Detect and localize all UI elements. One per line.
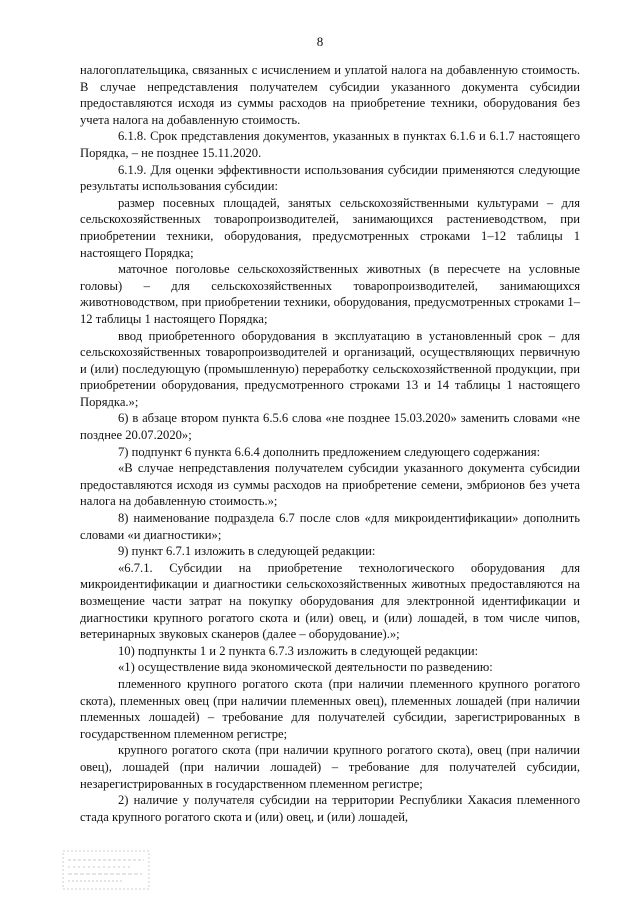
paragraph: 7) подпункт 6 пункта 6.6.4 дополнить предложением следующего содержания: (118, 444, 541, 459)
paragraph: ввод приобретенного оборудования в эксплуатацию в установленный срок – для сельскохозяйственных товаропроизводителей и организаций, осуществляющих первичную и (или) последующую (промышленную) переработку сельскохозяйственной продукции, при приобретении оборудования, предусмотренного строками 13 и 14 таблицы 1 настоящего Порядка.»; (80, 328, 580, 409)
paragraph: племенного крупного рогатого скота (при наличии племенного крупного рогатого скота), племенных овец (при наличии племенных овец), племенных лошадей (при наличии племенных лошадей) – требование для получателей субсидии, зарегистрированных в государственном племенном регистре; (80, 676, 580, 741)
stamp-icon (62, 850, 150, 890)
paragraph: маточное поголовье сельскохозяйственных животных (в пересчете на условные головы) – для сельскохозяйственных товаропроизводителей, занимающихся животноводством, при приобретении техники, оборудования, предусмотренных строками 1–12 таблицы 1 настоящего Порядка; (80, 262, 580, 326)
paragraph: 10) подпункты 1 и 2 пункта 6.7.3 изложить в следующей редакции: (118, 643, 479, 658)
paragraph: 6.1.9. Для оценки эффективности использования субсидии применяются следующие результаты использования субсидии: (80, 162, 580, 194)
paragraph: «В случае непредставления получателем субсидии указанного документа субсидии предоставляются исходя из суммы расходов на приобретение семени, эмбрионов без учета налога на добавленную стоимость.»; (80, 461, 580, 509)
page-number: 8 (316, 34, 324, 49)
paragraph: 9) пункт 6.7.1 изложить в следующей редакции: (118, 544, 376, 559)
paragraph: 8) наименование подраздела 6.7 после слов «для микроидентификации» дополнить словами «и диагностики»; (80, 511, 580, 542)
document-body (80, 62, 580, 825)
paragraph: крупного рогатого скота (при наличии крупного рогатого скота), овец (при наличии овец), лошадей (при наличии лошадей) – требование для получателей субсидии, незарегистрированных в государственном племенном регистре; (80, 743, 580, 791)
paragraph: 6.1.8. Срок представления документов, указанных в пунктах 6.1.6 и 6.1.7 настоящего Порядка, – не позднее 15.11.2020. (80, 129, 580, 160)
paragraph: «6.7.1. Субсидии на приобретение технологического оборудования для микроидентификации и диагностики сельскохозяйственных животных предоставляются на возмещение части затрат на покупку оборудования для электронной идентификации и диагностики крупного рогатого скота и (или) овец, и (или) лошадей, в том числе чипов, ветеринарных звуковых сканеров (далее – оборудование).»; (80, 560, 580, 642)
paragraph: 2) наличие у получателя субсидии на территории Республики Хакасия племенного стада крупного рогатого скота и (или) овец, и (или) лошадей, (80, 793, 580, 824)
paragraph: «1) осуществление вида экономической деятельности по разведению: (118, 660, 493, 675)
paragraph: 6) в абзаце втором пункта 6.5.6 слова «не позднее 15.03.2020» заменить словами «не позднее 20.07.2020»; (80, 411, 580, 443)
paragraph: размер посевных площадей, занятых сельскохозяйственными культурами – для сельскохозяйственных товаропроизводителей, занимающихся растениеводством, при приобретении техники, оборудования, предусмотренных строками 1–12 таблицы 1 настоящего Порядка; (80, 195, 580, 260)
paragraph: налогоплательщика, связанных с исчислением и уплатой налога на добавленную стоимость. В случае непредставления получателем субсидии указанного документа субсидии предоставляются исходя из суммы расходов на приобретение техники, оборудования без учета налога на добавленную стоимость. (80, 63, 580, 127)
